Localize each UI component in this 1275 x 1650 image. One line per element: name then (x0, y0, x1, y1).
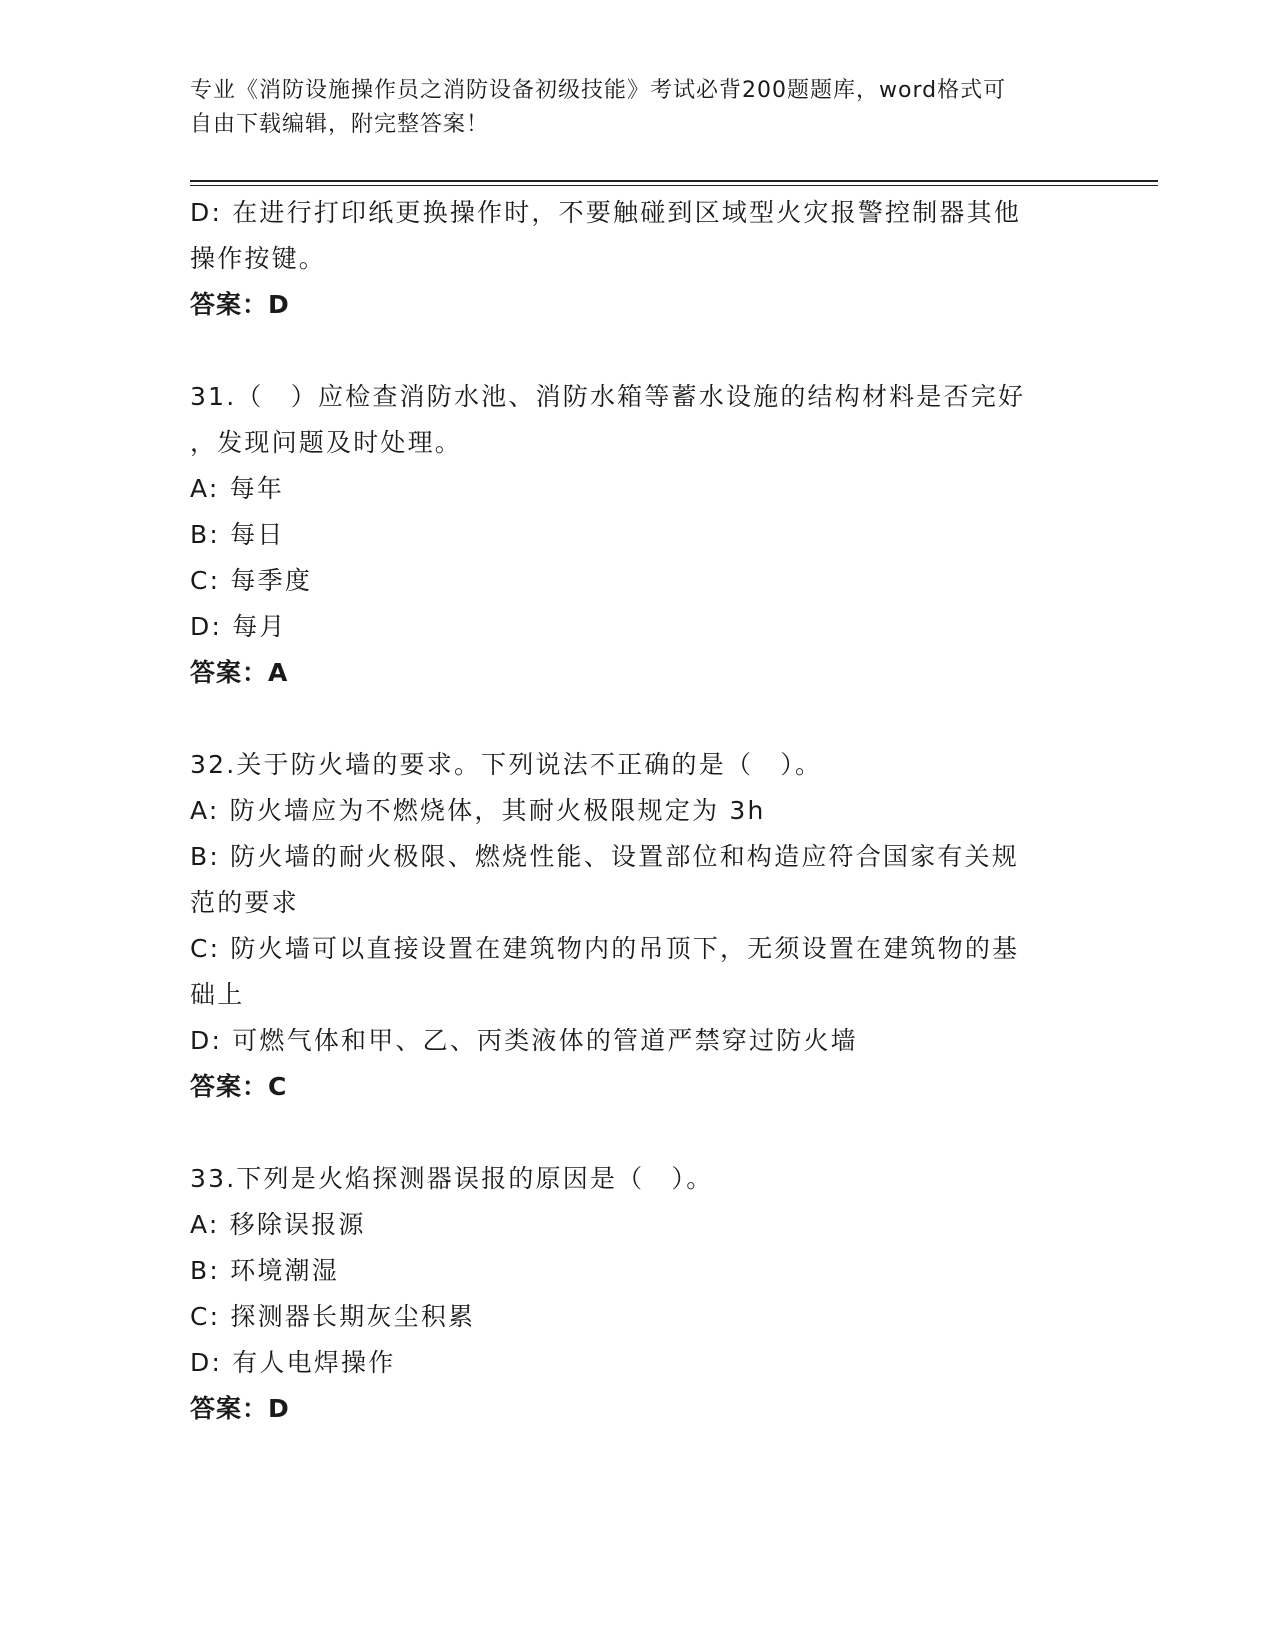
option-d: D: 可燃气体和甲、乙、丙类液体的管道严禁穿过防火墙 (190, 1026, 858, 1055)
answer-line: 答案：C (190, 1072, 288, 1101)
spacer (190, 1110, 1080, 1156)
answer-line: 答案：A (190, 658, 289, 687)
question-stem-line-2: ，发现问题及时处理。 (190, 428, 463, 457)
option-b-line-1: B: 防火墙的耐火极限、燃烧性能、设置部位和构造应符合国家有关规 (190, 842, 1019, 871)
question-stem: 32.关于防火墙的要求。下列说法不正确的是（ ）。 (190, 750, 823, 779)
option-c: C: 探测器长期灰尘积累 (190, 1302, 476, 1331)
option-c-line-1: C: 防火墙可以直接设置在建筑物内的吊顶下，无须设置在建筑物的基 (190, 934, 1020, 963)
option-d-line-1: D: 在进行打印纸更换操作时，不要触碰到区域型火灾报警控制器其他 (190, 198, 1022, 227)
header-divider (190, 180, 1158, 186)
option-b: B: 每日 (190, 520, 285, 549)
option-b: B: 环境潮湿 (190, 1256, 339, 1285)
option-a: A: 防火墙应为不燃烧体，其耐火极限规定为 3h (190, 796, 766, 825)
option-a: A: 每年 (190, 474, 285, 503)
option-c-line-2: 础上 (190, 980, 245, 1009)
option-d: D: 每月 (190, 612, 287, 641)
spacer (190, 696, 1080, 742)
question-stem-line-1: 31.（ ）应检查消防水池、消防水箱等蓄水设施的结构材料是否完好 (190, 382, 1026, 411)
header-line-2: 自由下载编辑，附完整答案！ (190, 112, 490, 137)
question-31 (190, 374, 1080, 696)
option-b-line-2: 范的要求 (190, 888, 299, 917)
question-stem: 33.下列是火焰探测器误报的原因是（ ）。 (190, 1164, 714, 1193)
option-a: A: 移除误报源 (190, 1210, 366, 1239)
option-d: D: 有人电焊操作 (190, 1348, 396, 1377)
header-line-1: 专业《消防设施操作员之消防设备初级技能》考试必背200题题库，word格式可 (190, 78, 1007, 103)
answer-line: 答案：D (190, 1394, 290, 1423)
option-c: C: 每季度 (190, 566, 313, 595)
question-block-prev (190, 190, 1080, 328)
question-32 (190, 742, 1080, 1110)
spacer (190, 328, 1080, 374)
document-body (190, 190, 1080, 1432)
option-d-line-2: 操作按键。 (190, 244, 327, 273)
answer-line: 答案：D (190, 290, 290, 319)
document-header (190, 74, 1090, 142)
question-33 (190, 1156, 1080, 1432)
